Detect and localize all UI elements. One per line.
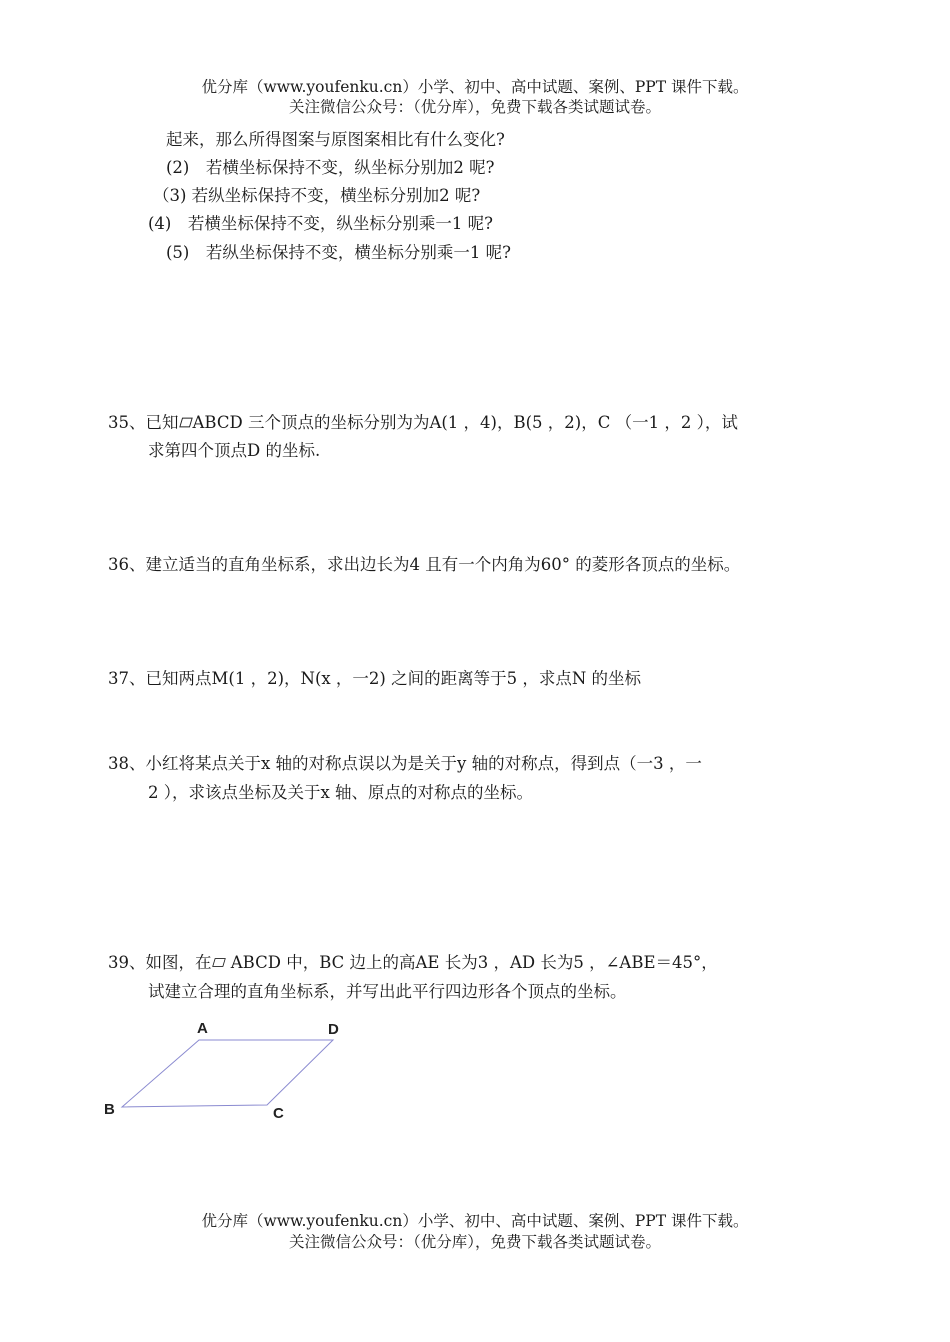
vertex-label-a: A [197,1020,208,1037]
q34-item-2: (2) 若横坐标保持不变，纵坐标分别加2 呢? [166,158,495,177]
q34-item-3: （3) 若纵坐标保持不变，横坐标分别加2 呢? [153,186,481,205]
parallelogram-figure [95,1012,355,1127]
q39-line-1 [108,953,718,973]
q39-line-2: 试建立合理的直角坐标系，并写出此平行四边形各个顶点的坐标。 [148,982,627,1001]
q35-line-2: 求第四个顶点D 的坐标. [148,441,321,460]
q35-line-1 [108,413,738,433]
q35-prefix: 35、已知 [108,413,179,432]
parallelogram-shape [122,1040,333,1107]
q34-item-5: (5) 若纵坐标保持不变，横坐标分别乘一1 呢? [166,243,511,262]
q34-intro: 起来，那么所得图案与原图案相比有什么变化? [166,130,505,149]
parallelogram-icon [179,417,193,428]
vertex-label-b: B [104,1101,115,1118]
vertex-label-d: D [328,1021,339,1038]
q39-text: ABCD 中，BC 边上的高AE 长为3 ，AD 长为5 ，∠ABE＝45°， [225,953,718,972]
q36-text: 36、建立适当的直角坐标系，求出边长为4 且有一个内角为60° 的菱形各顶点的坐标。 [108,555,741,574]
parallelogram-icon [212,957,226,968]
q38-line-2: 2 ），求该点坐标及关于x 轴、原点的对称点的坐标。 [148,783,534,802]
q37-text: 37、已知两点M(1 ，2)，N(x ，一2) 之间的距离等于5 ，求点N 的坐标 [108,669,642,688]
header-line-1: 优分库（www.youfenku.cn）小学、初中、高中试题、案例、PPT 课件下载。 [201,78,749,96]
q39-prefix: 39、如图，在 [108,953,212,972]
footer-line-2: 关注微信公众号：（优分库），免费下载各类试题试卷。 [288,1233,661,1251]
header-line-2: 关注微信公众号：（优分库），免费下载各类试题试卷。 [288,98,661,116]
footer-line-1: 优分库（www.youfenku.cn）小学、初中、高中试题、案例、PPT 课件下载。 [201,1212,749,1230]
q35-text: ABCD 三个顶点的坐标分别为为A(1 ，4)，B(5 ，2)，C （一1 ，2 ），试 [192,413,738,432]
vertex-label-c: C [273,1105,284,1122]
q38-line-1: 38、小红将某点关于x 轴的对称点误以为是关于y 轴的对称点，得到点（一3 ，一 [108,754,702,773]
q34-item-4: (4) 若横坐标保持不变，纵坐标分别乘一1 呢? [148,214,493,233]
